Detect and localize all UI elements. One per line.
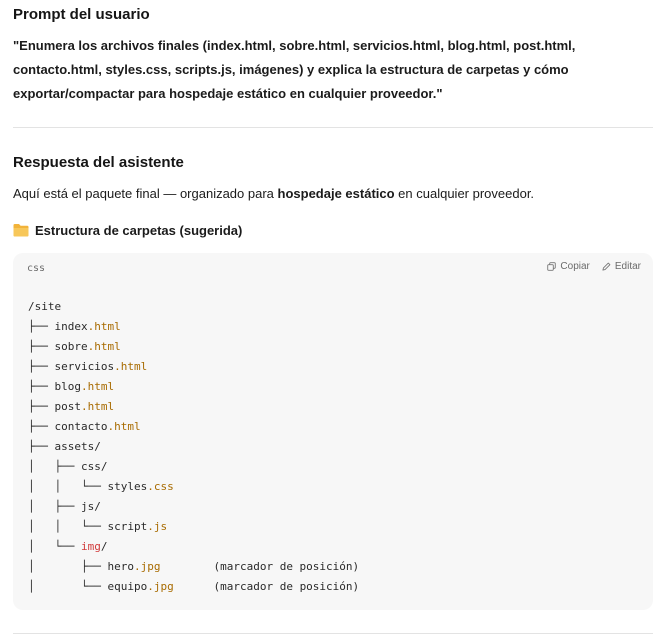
file-name: contacto xyxy=(54,420,108,433)
tree-branch: │ └── xyxy=(28,540,81,553)
code-line xyxy=(28,577,359,597)
tree-branch: │ ├── xyxy=(28,460,81,473)
tree-branch: ├── xyxy=(28,440,55,453)
code-line xyxy=(28,517,359,537)
pencil-icon xyxy=(602,262,611,271)
code-line xyxy=(28,397,359,417)
file-name: servicios xyxy=(54,360,115,373)
tree-branch: ├── xyxy=(28,360,55,373)
file-extension: .html xyxy=(87,340,121,353)
placeholder-note: (marcador de posición) xyxy=(160,560,360,573)
file-name: css/ xyxy=(80,460,108,473)
file-extension: .css xyxy=(147,480,174,493)
intro-text-end: en cualquier proveedor. xyxy=(394,186,535,201)
file-name: js/ xyxy=(80,500,101,513)
prompt-heading: Prompt del usuario xyxy=(13,6,150,23)
intro-text: Aquí está el paquete final — organizado para xyxy=(13,186,278,201)
response-intro xyxy=(13,185,649,203)
file-name: assets/ xyxy=(54,440,101,453)
code-line xyxy=(28,477,359,497)
folder-icon xyxy=(13,223,29,237)
file-name: post xyxy=(54,400,81,413)
copy-icon xyxy=(547,262,556,271)
tree-branch: │ └── xyxy=(28,580,108,593)
file-extension: .jpg xyxy=(147,580,174,593)
copy-button[interactable] xyxy=(547,261,589,272)
code-language: css xyxy=(27,263,46,274)
tree-branch: │ │ └── xyxy=(28,520,108,533)
file-extension: .html xyxy=(114,360,148,373)
divider xyxy=(13,127,653,128)
edit-button[interactable] xyxy=(602,261,641,272)
file-name: sobre xyxy=(54,340,88,353)
file-name: equipo xyxy=(107,580,148,593)
code-line xyxy=(28,297,359,317)
file-name: blog xyxy=(54,380,81,393)
tree-branch: │ ├── xyxy=(28,500,81,513)
tree-branch: ├── xyxy=(28,400,55,413)
file-name: script xyxy=(107,520,148,533)
edit-label: Editar xyxy=(614,261,641,272)
file-extension: .jpg xyxy=(133,560,161,573)
code-line xyxy=(28,537,359,557)
prompt-text: "Enumera los archivos finales (index.html, sobre.html, servicios.html, blog.html, post.html, contacto.html, styles.css, scripts.js, imágenes) y explica la estructura de carpetas y cómo exportar/compactar para hospedaje estático en cualquier proveedor." xyxy=(13,38,576,101)
response-heading: Respuesta del asistente xyxy=(13,154,184,171)
code-line xyxy=(28,497,359,517)
tree-branch: ├── xyxy=(28,320,55,333)
code-actions xyxy=(547,261,641,272)
code-line xyxy=(28,557,359,577)
code-line xyxy=(28,437,359,457)
file-extension: .html xyxy=(81,400,115,413)
tree-branch: ├── xyxy=(28,380,55,393)
path-separator: / xyxy=(100,540,108,553)
file-extension: .html xyxy=(107,420,141,433)
file-name: styles xyxy=(107,480,148,493)
folder-name: img xyxy=(80,540,101,553)
file-extension: .html xyxy=(87,320,121,333)
code-lines xyxy=(28,297,359,597)
tree-branch: ├── xyxy=(28,420,55,433)
placeholder-note: (marcador de posición) xyxy=(173,580,360,593)
tree-branch: /site xyxy=(28,300,62,313)
tree-branch: ├── xyxy=(28,340,55,353)
code-line xyxy=(28,417,359,437)
file-name: index xyxy=(54,320,88,333)
section-title xyxy=(13,221,242,239)
code-line xyxy=(28,377,359,397)
copy-label: Copiar xyxy=(560,261,590,272)
intro-bold: hospedaje estático xyxy=(277,186,395,201)
code-line xyxy=(28,457,359,477)
file-extension: .js xyxy=(147,520,168,533)
tree-branch: │ ├── xyxy=(28,560,108,573)
code-line xyxy=(28,337,359,357)
code-block xyxy=(13,253,653,610)
code-line xyxy=(28,317,359,337)
divider xyxy=(13,633,653,634)
section-title-text: Estructura de carpetas (sugerida) xyxy=(35,222,243,238)
file-extension: .html xyxy=(81,380,115,393)
tree-branch: │ │ └── xyxy=(28,480,108,493)
file-name: hero xyxy=(107,560,134,573)
code-line xyxy=(28,357,359,377)
